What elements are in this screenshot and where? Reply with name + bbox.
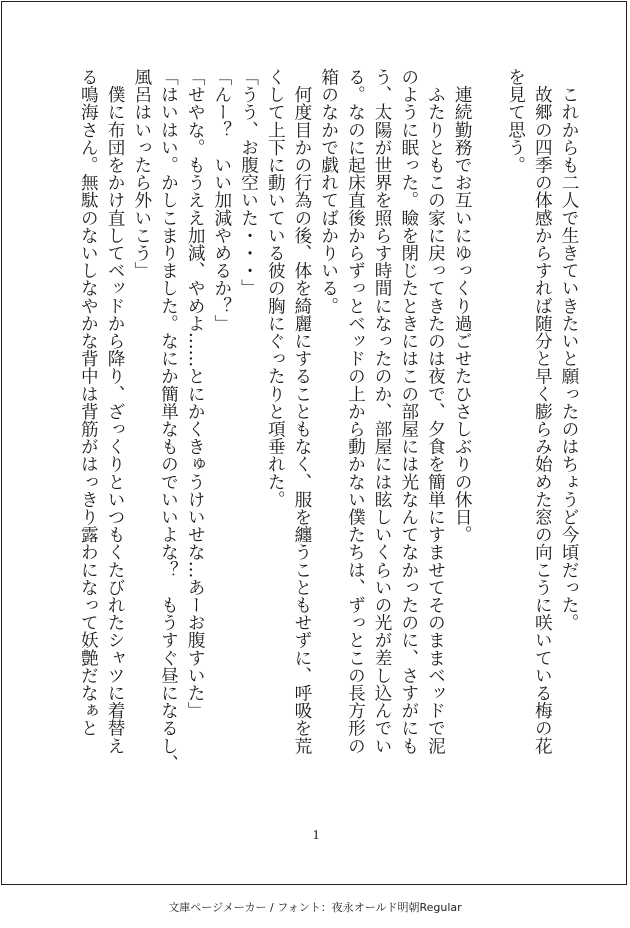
text-line: を見て思う。 [505, 68, 526, 174]
text-line: う、太陽が世界を照らす時間になったのか、部屋には眩しいくらいの光が差し込んでい [372, 68, 393, 755]
text-line: 何度目かの行為の後、体を綺麗にすることもなく、服を纏うこともせずに、呼吸を荒 [291, 68, 312, 755]
text-line: くして上下に動いている彼の胸にぐったりと項垂れた。 [265, 68, 286, 508]
text-line: ふたりともこの家に戻ってきたのは夜で、夕食を簡単にすませてそのままベッドで泥 [425, 68, 446, 755]
novel-body-text [42, 68, 582, 820]
text-line: これからも二人で生きていきたいと願ったのはちょうど今頃だった。 [559, 68, 579, 632]
blank-line [475, 68, 502, 820]
dialogue-line: 「はいはい。かしこまりました。なにか簡単なものでいいよな？ もうすぐ昼になるし、 [158, 68, 179, 772]
dialogue-line: 「せやな。もうええ加減、やめよ……とにかくきゅうけいせな…あーお腹すいた」 [185, 68, 206, 720]
text-line: 連続勤務でお互いにゆっくり過ごせたひさしぶりの休日。 [452, 68, 473, 544]
footer-credit: 文庫ページメーカー / フォント：夜永オールド明朝Regular [168, 901, 462, 914]
text-line: 箱のなかで戯れてばかりいる。 [318, 68, 339, 315]
text-line: 故郷の四季の体感からすれば随分と早く膨らみ始めた窓の向こうに咲いている梅の花 [532, 68, 553, 755]
dialogue-line: 「んー？ いい加減やめるか？」 [211, 68, 232, 332]
text-line: る。なのに起床直後からずっとベッドの上から動かない僕たちは、ずっとこの長方形の [345, 68, 366, 755]
text-line: る鳴海さん。無駄のないしなやかな背中は背筋がはっきり露わになって妖艶だなぁと [78, 68, 99, 737]
dialogue-line: 「うう、お腹空いた・・・」 [238, 68, 259, 297]
page-number: 1 [312, 828, 320, 843]
page [1, 1, 627, 885]
dialogue-line: 風呂はいったら外いこう」 [131, 68, 152, 280]
text-line: のように眠った。瞼を閉じたときにはこの部屋には光なんてなかったのに、さすがにも [398, 68, 419, 755]
text-line: 僕に布団をかけ直してベッドから降り、ざっくりといつもくたびれたシャツに着替え [105, 68, 126, 755]
